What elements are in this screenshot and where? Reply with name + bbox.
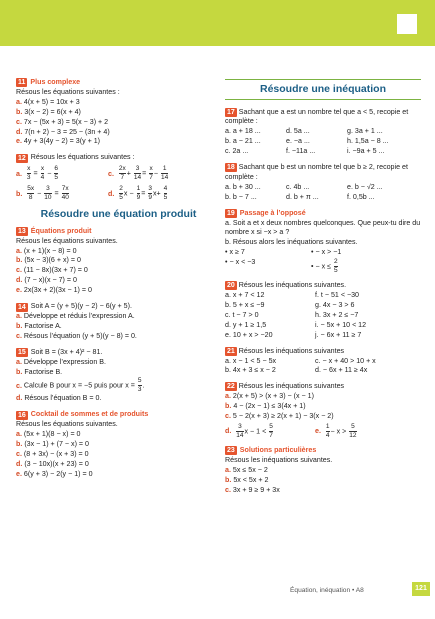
exercise-number: 21 [227, 347, 235, 355]
inequation-item: e. 10 + x > −20 [225, 330, 273, 339]
question-item: d. Résous l’équation B = 0. [16, 394, 102, 403]
exercise-11 [16, 78, 221, 147]
exercise-number: 17 [227, 108, 235, 116]
equation-item: a. 4(x + 5) = 10x + 3 [16, 97, 80, 106]
inequation-item: a. x − 1 < 5 − 5x [225, 356, 277, 365]
page-number: 121 [412, 582, 430, 596]
inequation-item: i. − 5x + 10 < 12 [315, 320, 367, 329]
exercise-title: Résous les inéquations suivantes [238, 346, 345, 355]
fraction-equation-d: d. $\frac{2}{5}$ x − $\frac{1}{9}$ = $\frac{3}{9}$ x+ $\frac{4}{5}$ [108, 185, 168, 202]
complete-item: a. a + 18 ... [225, 127, 261, 136]
complete-item: c. 2a ... [225, 147, 249, 156]
exercise-13 [16, 227, 221, 296]
exercise-number: 22 [227, 383, 235, 391]
inequation-item: • − x ≤ $\frac{2}{5}$ [311, 258, 338, 275]
complete-item: g. 3a + 1 ... [347, 127, 383, 136]
exercise-14 [16, 302, 221, 342]
fraction-equation-b: b. $\frac{5x}{8}$ − $\frac{3}{10}$ = $\frac{7x}{40}$ [16, 185, 69, 202]
exercise-number: 15 [18, 349, 26, 357]
fraction-inequation-e: e. $\frac{1}{4}$ − x > $\frac{5}{12}$ [315, 422, 357, 439]
exercise-19 [225, 209, 421, 276]
exercise-number: 18 [227, 164, 235, 172]
equation-item: c. 7x − (5x + 3) = 5(x − 3) + 2 [16, 117, 109, 126]
inequation-item: d. y + 1 ≥ 1,5 [225, 320, 267, 329]
equation-item: c. (11 − 8x)(3x + 7) = 0 [16, 266, 88, 275]
question-item: c. Calcule B pour x = −5 puis pour x = $\frac{5}{3}$ . [16, 377, 145, 394]
right-column [225, 82, 421, 502]
exercise-15 [16, 348, 221, 405]
footer-chapter: Équation, inéquation • A8 [290, 587, 364, 594]
inequation-item: b. 5x < 5x + 2 [225, 475, 269, 484]
fraction-equation-c: c. $\frac{2x}{7}$ + $\frac{3}{14}$ = $\frac{x}{7}$ − $\frac{1}{14}$ [108, 165, 169, 182]
inequation-item: c. 5 − 2(x + 3) ≥ 2(x + 1) − 3(x − 2) [225, 412, 334, 421]
inequation-item: d. − 6x + 11 ≥ 4x [315, 366, 368, 375]
exercise-intro: Résous les équations suivantes. [16, 236, 118, 245]
exercise-intro: Résous les inéquations suivantes. [225, 455, 333, 464]
complete-item: b. a − 21 ... [225, 137, 261, 146]
inequation-item: a. 2(x + 5) > (x + 3) − (x − 1) [225, 392, 314, 401]
question-item: b. Factorise A. [16, 321, 62, 330]
fraction-inequation-d: d. $\frac{3}{14}$ x − 1 < $\frac{5}{7}$ [225, 422, 273, 439]
equation-item: b. 3(x − 2) = 6(x + 4) [16, 107, 81, 116]
exercise-title: Soit B = (3x + 4)² − 81. [30, 347, 103, 356]
exercise-22 [225, 382, 421, 440]
exercise-title: Résous les équations suivantes : [30, 153, 135, 162]
exercise-title: Sachant que a est un nombre tel que a < 5, recopie et complète : [225, 107, 409, 126]
exercise-number: 19 [227, 210, 235, 218]
exercise-23 [225, 446, 421, 496]
exercise-title: Résous les inéquations suivantes. [238, 281, 347, 290]
inequation-item: a. 5x ≤ 5x − 2 [225, 465, 268, 474]
exercise-number: 16 [18, 411, 26, 419]
inequation-item: b. 4 − (2x − 1) ≤ 3(4x + 1) [225, 402, 306, 411]
inequation-item: c. 3x + 9 ≥ 9 + 3x [225, 485, 280, 494]
question-a: a. Soit a et x deux nombres quelconques. Que peux-tu dire du nombre x si −x > a ? [225, 218, 421, 237]
exercise-20 [225, 281, 421, 340]
inequation-item: c. − x + 40 > 10 + x [315, 356, 376, 365]
equation-item: c. (8 + 3x) − (x + 3) = 0 [16, 449, 89, 458]
equation-item: a. (x + 1)(x − 8) = 0 [16, 246, 77, 255]
complete-item: d. 5a ... [286, 127, 310, 136]
inequation-item: b. 4x + 3 ≤ x − 2 [225, 366, 276, 375]
exercise-number: 12 [18, 154, 26, 162]
inequation-item: f. t − 51 < −30 [315, 291, 359, 300]
question-item: a. Développe l’expression B. [16, 357, 106, 366]
equation-item: b. (5x − 3)(6 + x) = 0 [16, 256, 81, 265]
equation-item: e. 2x(3x + 2)(3x − 1) = 0 [16, 286, 92, 295]
left-column [16, 78, 221, 486]
exercise-intro: Résous les équations suivantes. [16, 420, 118, 429]
question-item: c. Résous l’équation (y + 5)(y − 8) = 0. [16, 331, 137, 340]
equation-item: e. 4y + 3(4y − 2) = 3(y + 1) [16, 137, 101, 146]
equation-item: a. (5x + 1)(8 − x) = 0 [16, 430, 81, 439]
inequation-item: h. 3x + 2 ≤ −7 [315, 310, 359, 319]
exercise-21 [225, 347, 421, 377]
exercise-intro: Résous les équations suivantes : [16, 87, 120, 96]
exercise-title: Cocktail de sommes et de produits [30, 410, 149, 419]
exercise-title: Résous les inéquations suivantes [238, 382, 345, 391]
exercise-number: 14 [18, 303, 26, 311]
exercise-number: 23 [227, 447, 235, 455]
section-heading-product-equation: Résoudre une équation produit [40, 208, 197, 221]
complete-item: e. b − √2 ... [347, 182, 383, 191]
banner-square [397, 14, 417, 34]
complete-item: f. −11a ... [286, 147, 316, 156]
inequation-item: c. t − 7 > 0 [225, 310, 259, 319]
equation-item: d. (7 − x)(x − 7) = 0 [16, 276, 77, 285]
complete-item: c. 4b ... [286, 182, 310, 191]
inequation-item: • − x < −3 [225, 258, 256, 267]
exercise-title: Sachant que b est un nombre tel que b ≥ 2, recopie et complète : [225, 163, 408, 181]
complete-item: i. −9a + 5 ... [347, 147, 385, 156]
exercise-title: Équations produit [30, 226, 92, 235]
fraction-equation-a: a. $\frac{x}{3}$ = $\frac{x}{4}$ − $\frac{6}{5}$ [16, 165, 58, 182]
top-banner [0, 0, 435, 46]
complete-item: a. b + 30 ... [225, 182, 261, 191]
exercise-number: 11 [18, 79, 26, 87]
equation-item: e. 6(y + 3) − 2(y − 1) = 0 [16, 469, 93, 478]
exercise-title: Plus complexe [30, 78, 81, 86]
inequation-item: b. 5 + x ≤ −9 [225, 301, 265, 309]
equation-item: d. 7(n + 2) − 3 = 25 − (3n + 4) [16, 127, 110, 136]
equation-item: b. (3x − 1) + (7 − x) = 0 [16, 440, 89, 449]
exercise-17 [225, 108, 421, 158]
exercise-number: 13 [18, 228, 26, 236]
complete-item: f. 0,5b ... [347, 192, 375, 201]
exercise-title: Solutions particulières [239, 445, 317, 454]
complete-item: b. b − 7 ... [225, 192, 257, 201]
inequation-item: • − x > −1 [311, 248, 342, 257]
complete-item: e. −a ... [286, 137, 310, 146]
section-heading-inequation: Résoudre une inéquation [259, 83, 386, 95]
exercise-18 [225, 163, 421, 203]
question-b: b. Résous alors les inéquations suivantes. [225, 238, 358, 247]
complete-item: d. b + π ... [286, 192, 319, 201]
exercise-16 [16, 410, 221, 479]
complete-item: h. 1,5a − 8 ... [347, 137, 389, 146]
exercise-number: 20 [227, 282, 235, 290]
exercise-12 [16, 153, 221, 202]
inequation-item: j. − 6x + 11 ≥ 7 [315, 330, 362, 339]
inequation-item: • x ≥ 7 [225, 248, 245, 257]
exercise-title: Soit A = (y + 5)(y − 2) − 6(y + 5). [30, 302, 132, 311]
section-heading-box [225, 79, 421, 100]
inequation-item: a. x + 7 < 12 [225, 291, 265, 300]
question-item: b. Factorise B. [16, 367, 63, 376]
equation-item: d. (3 − 10x)(x + 23) = 0 [16, 459, 89, 468]
question-item: a. Développe et réduis l’expression A. [16, 312, 135, 320]
inequation-item: g. 4x − 3 > 6 [315, 301, 355, 309]
exercise-title: Passage à l’opposé [239, 208, 306, 217]
